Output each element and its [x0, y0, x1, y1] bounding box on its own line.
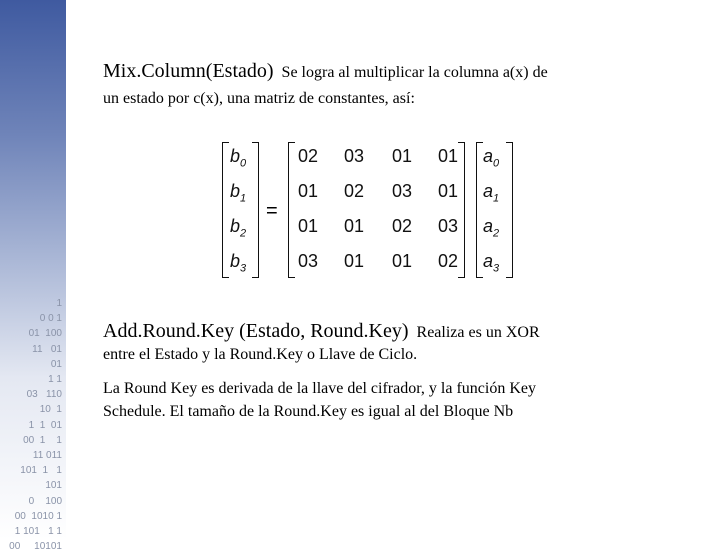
matrix-cell: 02 [298, 146, 319, 166]
matrix-cell: 03 [438, 216, 459, 236]
matrix-cell: 01 [392, 251, 413, 271]
addroundkey-title: Add.Round.Key (Estado, Round.Key) Realiza es un XOR [103, 320, 540, 342]
binary-row: 0 0 1 [39, 313, 62, 325]
matrix-cell: 01 [344, 216, 365, 236]
binary-row: 11 01 [32, 343, 62, 355]
matrix-cell: 02 [344, 181, 365, 201]
addroundkey-desc-inline: Realiza es un XOR [416, 324, 540, 341]
b-vector-entry: $b_1$ [230, 181, 247, 205]
binary-row: 11 011 [32, 450, 62, 462]
b-vector-entry: $b_0$ [230, 146, 247, 170]
roundkey-line2: Schedule. El tamaño de la Round.Key es igual al del Bloque Nb [103, 403, 514, 420]
mixcolumn-title: Mix.Column(Estado) Se logra al multiplicar la columna a(x) de [103, 60, 548, 82]
binary-row: 1 101 1 1 [14, 526, 62, 538]
binary-row: 00 10101 [9, 541, 62, 553]
matrix-cell: 01 [298, 216, 319, 236]
matrix-right-bracket [458, 142, 465, 278]
a-vector-entry: $a_3$ [483, 251, 500, 275]
b-vector-entry: $b_2$ [230, 216, 247, 240]
b-vector-right-bracket [252, 142, 259, 278]
equals-sign: = [266, 200, 278, 222]
addroundkey-desc-line2: entre el Estado y la Round.Key o Llave de Ciclo. [103, 346, 418, 363]
binary-decoration [0, 296, 66, 554]
binary-row: 101 1 1 [20, 465, 62, 477]
binary-row: 101 [45, 480, 62, 492]
matrix-left-bracket [288, 142, 295, 278]
binary-row: 1 [56, 298, 62, 309]
matrix-cell: 02 [438, 251, 459, 271]
matrix-cell: 01 [344, 251, 365, 271]
roundkey-line1: La Round Key es derivada de la llave del cifrador, y la función Key [103, 380, 536, 397]
matrix-cell: 01 [438, 181, 459, 201]
binary-row: 1 1 01 [28, 419, 62, 431]
binary-row: 03 110 [26, 389, 62, 401]
matrix-cell: 01 [392, 146, 413, 166]
b-vector-entry: $b_3$ [230, 251, 247, 275]
a-vector-entry: $a_1$ [483, 181, 500, 205]
matrix-cell: 02 [392, 216, 413, 236]
a-vector-entry: $a_0$ [483, 146, 500, 170]
matrix-cell: 03 [392, 181, 413, 201]
matrix-cell: 03 [298, 251, 319, 271]
binary-row: 01 100 [28, 328, 62, 340]
binary-row: 0 100 [28, 495, 62, 507]
mixcolumn-desc-line1: Se logra al multiplicar la columna a(x) de [281, 64, 548, 81]
a-vector-entry: $a_2$ [483, 216, 500, 240]
mixcolumn-matrix-equation [222, 140, 518, 280]
matrix-cell: 01 [298, 181, 319, 201]
matrix-cell: 01 [438, 146, 459, 166]
a-vector-right-bracket [506, 142, 513, 278]
b-vector-left-bracket [222, 142, 229, 278]
binary-row: 1 1 [48, 374, 62, 386]
binary-row: 01 [50, 358, 62, 370]
matrix-cell: 03 [344, 146, 365, 166]
binary-row: 00 1 1 [23, 434, 62, 446]
binary-row: 00 1010 1 [14, 510, 62, 522]
binary-row: 10 1 [39, 404, 62, 416]
mixcolumn-desc-line2: un estado por c(x), una matriz de constantes, así: [103, 90, 415, 107]
a-vector-left-bracket [476, 142, 483, 278]
